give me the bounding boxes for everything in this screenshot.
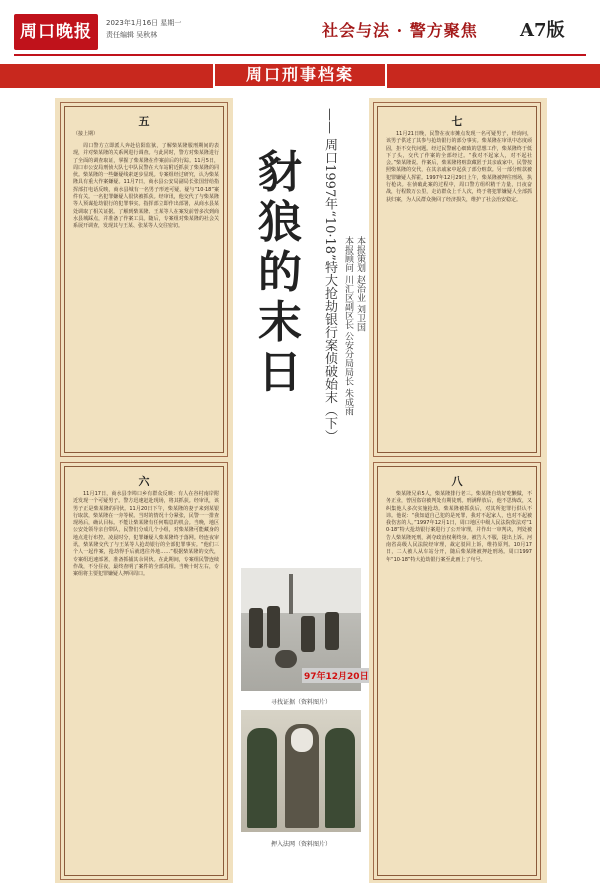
author-credit-1: 本报顾问 川汇区副区长 公安分局局长 朱成雨 bbox=[343, 236, 353, 416]
issue-date: 2023年1月16日 星期一 bbox=[106, 19, 182, 27]
page-header bbox=[0, 0, 600, 64]
section-eight-panel bbox=[373, 462, 541, 880]
continued-note: （接上期） bbox=[73, 131, 99, 137]
officer-figure bbox=[301, 616, 315, 652]
newspaper-logo: 周口晚报 bbox=[14, 14, 98, 50]
arrest-photo-caption: 押入法网（资料图片） bbox=[270, 841, 331, 848]
officer-figure bbox=[249, 608, 263, 648]
article-title: 豺狼的末日 bbox=[258, 147, 304, 398]
pole-shape bbox=[289, 574, 293, 614]
photo-date-stamp: 97年12月20日 bbox=[302, 668, 371, 683]
evidence-photo bbox=[241, 568, 369, 691]
officer-figure bbox=[325, 728, 355, 828]
sky-area bbox=[241, 568, 361, 613]
officer-figure bbox=[325, 612, 339, 650]
editor-credit: 责任编辑 吴秋林 bbox=[106, 31, 158, 39]
section-five-heading: 五 bbox=[138, 115, 150, 128]
section-six-panel bbox=[60, 462, 228, 880]
author-credit-2: 本报策划 赵治业 刘卫国 bbox=[355, 236, 365, 332]
arrest-photo bbox=[241, 710, 361, 832]
section-seven-heading: 七 bbox=[451, 115, 463, 128]
section-eight-heading: 八 bbox=[451, 475, 463, 488]
section-six-body: 11月17日，商水县李埠口乡有群众反映：有人在谷村南岸附近发现一个可疑男子。警方迅速赶赴现场，将其抓获。经审讯，该男子正是柴某隆的同伙。11月20日下午，柴某隆的妻子来到某银行取款，柴某隆在一旁等候。当时的情况十分紧张，民警一一排查现场后，确认目标。不能让柴某隆有任何喘息的机会。当晚，地区公安处领导亲自带队，民警们分成几个小组，对柴某隆可能藏身的地点进行布控。凌晨时分，犯罪嫌疑人柴某隆终于落网。经连夜审讯，柴某隆交代了与王某等人抢劫银行的全部犯罪事实。“他们三个人一起作案，抢劫得手后就逃往外地……”根据柴某隆的交代，专案组迅速部署，准备抓捕其余同伙。在此期间，专案组民警连续作战，不分昼夜，最终查明了案件的全部真相。当晚十时左右，专案组将主要犯罪嫌疑人押回周口。 bbox=[73, 491, 219, 578]
section-seven-body: 11月21日晚，民警在夜市摊点发现一名可疑男子，经询问，该男子供述了其参与抢劫银行的部分事实。柴某隆在审讯中态度顽固，拒不交代问题。经过民警耐心细致的思想工作，柴某隆终于低下了头，交代了作案的全部经过。“我对不起家人，对不起社会。”柴某隆说。作案后，柴某隆将赃款藏匿于其亲戚家中。民警按照柴某隆的交代，在其亲戚家中起获了部分赃款。另一部分赃款被犯罪嫌疑人挥霍。1997年12月29日上午，柴某隆被押往刑场，执行枪决。在侦破此案的过程中，周口警方组织精干力量，日夜奋战，行程数万公里，走访群众上千人次，终于将犯罪嫌疑人全部抓获归案，为人民群众挽回了经济损失，维护了社会治安稳定。 bbox=[386, 131, 532, 203]
evidence-photo-caption: 寻找证据（资料图片） bbox=[270, 699, 331, 706]
crouching-figure bbox=[275, 650, 297, 668]
header-divider bbox=[14, 54, 586, 56]
section-six-heading: 六 bbox=[138, 475, 150, 488]
officer-figure bbox=[247, 728, 277, 828]
blurred-face bbox=[291, 728, 313, 752]
section-five-body: 周口警方立即派人奔赴信阳监狱，了解柴某隆服刑期间的表现，并对柴某隆的关系网进行调查。与此同时，警方对柴某隆进行了全面的调查取证，掌握了柴某隆在作案前后的行踪。11月5日，周口市公安局刑侦大队七中队民警在大车站附近抓获了柴某隆的同伙。柴某隆的一些嫌疑线索逐步显现。专案组经过研究，认为柴某隆具有重大作案嫌疑。11月7日，商水县公安局副局长张国营给指挥部打电话反映，商水县城有一名男子形迹可疑，疑与“10·18”案件有关。一名犯罪嫌疑人很快被抓获。经审讯，他交代了与柴某隆等人预谋抢劫银行的犯罪事实。指挥部立即作出部署，从商水县某处调取了相关证据。了解到柴某隆、王某等人在案发前曾多次到商水县城踩点，并准备了作案工具。随后，专案组对柴某隆的社会关系展开调查，发现其与王某、张某等人交往密切。 bbox=[73, 143, 219, 230]
officer-figure bbox=[267, 606, 280, 648]
section-title: 社会与法 · 警方聚焦 bbox=[322, 21, 478, 40]
column-banner bbox=[0, 64, 600, 88]
section-eight-body: 柴某隆兄弟5人，柴某隆排行老三。柴某隆自幼好吃懒做，不务正业，曾因盗窃被判处有期徒刑。刑满释放后，他不思悔改，又纠集他人多次实施抢劫。柴某隆被抓获后，对其所犯罪行供认不讳。他说：“我知道自己犯的是死罪，我对不起家人，也对不起被我伤害的人。”1997年12月1日，周口地区中级人民法院依法对“10·18”特大抢劫银行案进行了公开审理，并作出一审判决，判处被告人柴某隆死刑，剥夺政治权利终身。被告人不服，提出上诉。河南省高级人民法院经审理，裁定驳回上诉，维持原判。10月17日，二人被人从车站分开，随后柴某隆被押赴刑场。周口1997年“10·18”特大抢劫银行案至此画上了句号。 bbox=[386, 491, 532, 563]
edition-label: A7版 bbox=[520, 20, 565, 41]
section-five-panel bbox=[60, 102, 228, 457]
column-banner-label: 周口刑事档案 bbox=[213, 62, 387, 88]
section-seven-panel bbox=[373, 102, 541, 457]
article-subtitle: —— 周口1997年“10·18”特大抢劫银行案侦破始末（下） bbox=[322, 108, 337, 443]
